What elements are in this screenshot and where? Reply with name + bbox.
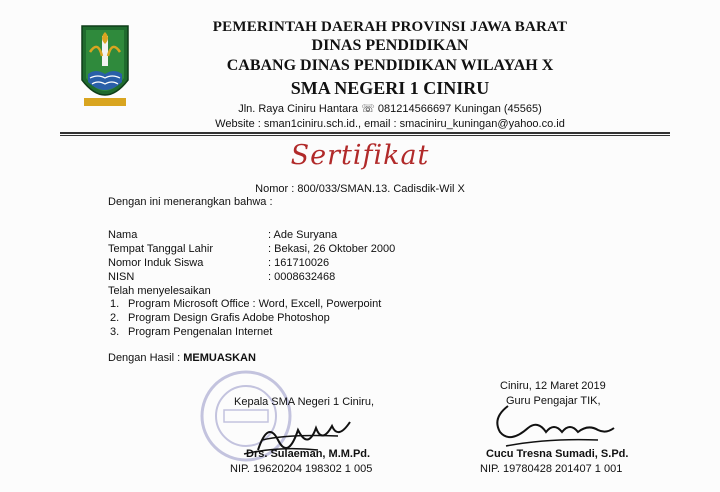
result-value: MEMUASKAN <box>183 352 256 364</box>
field-row <box>108 242 395 256</box>
place-date: Ciniru, 12 Maret 2019 <box>500 380 606 392</box>
field-value: : Bekasi, 26 Oktober 2000 <box>268 243 396 255</box>
principal-signature <box>238 410 358 458</box>
certificate-title: Sertifikat <box>290 140 430 171</box>
list-number: 2. <box>110 312 120 324</box>
certificate-number: Nomor : 800/033/SMAN.13. Cadisdik-Wil X <box>255 183 465 195</box>
field-value: : 161710026 <box>268 257 330 269</box>
header-divider-thin <box>60 135 670 136</box>
teacher-nip: NIP. 19780428 201407 1 001 <box>480 463 623 475</box>
field-label: Nomor Induk Siswa <box>108 257 204 269</box>
principal-signature-block <box>230 396 375 475</box>
completed-label: Telah menyelesaikan <box>108 285 211 297</box>
letterhead-school: SMA NEGERI 1 CINIRU <box>290 78 490 98</box>
field-label: Tempat Tanggal Lahir <box>108 243 213 255</box>
list-text: Program Design Grafis Adobe Photoshop <box>128 312 330 324</box>
letterhead-branch: CABANG DINAS PENDIDIKAN WILAYAH X <box>226 57 554 74</box>
program-list <box>110 297 381 339</box>
list-item <box>110 311 381 325</box>
field-label: Nama <box>108 229 138 241</box>
list-item <box>110 297 381 311</box>
teacher-role: Guru Pengajar TIK, <box>506 395 601 407</box>
letterhead-government: PEMERINTAH DAERAH PROVINSI JAWA BARAT <box>212 19 568 35</box>
list-text: Program Microsoft Office : Word, Excell, Powerpoint <box>128 298 382 310</box>
list-text: Program Pengenalan Internet <box>128 326 273 338</box>
principal-name: Drs. Sulaeman, M.M.Pd. <box>246 448 371 460</box>
field-row <box>108 270 395 284</box>
field-value: : Ade Suryana <box>268 229 338 241</box>
list-number: 3. <box>110 326 120 338</box>
header-divider-thick <box>60 132 670 134</box>
result-label: Dengan Hasil : <box>108 352 184 364</box>
field-row <box>108 228 395 242</box>
teacher-signature <box>488 398 618 450</box>
intro-text: Dengan ini menerangkan bahwa : <box>108 196 273 208</box>
teacher-name: Cucu Tresna Sumadi, S.Pd. <box>486 448 629 460</box>
letterhead-address: Jln. Raya Ciniru Hantara ☏ 081214566697 Kuningan (45565) <box>238 103 542 115</box>
list-item <box>110 325 381 339</box>
result-line <box>108 352 256 364</box>
letterhead-department: DINAS PENDIDIKAN <box>311 37 469 54</box>
letterhead-website: Website : sman1ciniru.sch.id., email : smaciniru_kuningan@yahoo.co.id <box>215 118 565 130</box>
principal-nip: NIP. 19620204 198302 1 005 <box>230 463 373 475</box>
field-value: : 0008632468 <box>268 271 336 283</box>
province-emblem-logo <box>78 22 132 112</box>
principal-role: Kepala SMA Negeri 1 Ciniru, <box>234 396 375 408</box>
letterhead <box>140 18 640 132</box>
student-details <box>108 228 395 284</box>
field-label: NISN <box>108 271 135 283</box>
list-number: 1. <box>110 298 120 310</box>
field-row <box>108 256 395 270</box>
